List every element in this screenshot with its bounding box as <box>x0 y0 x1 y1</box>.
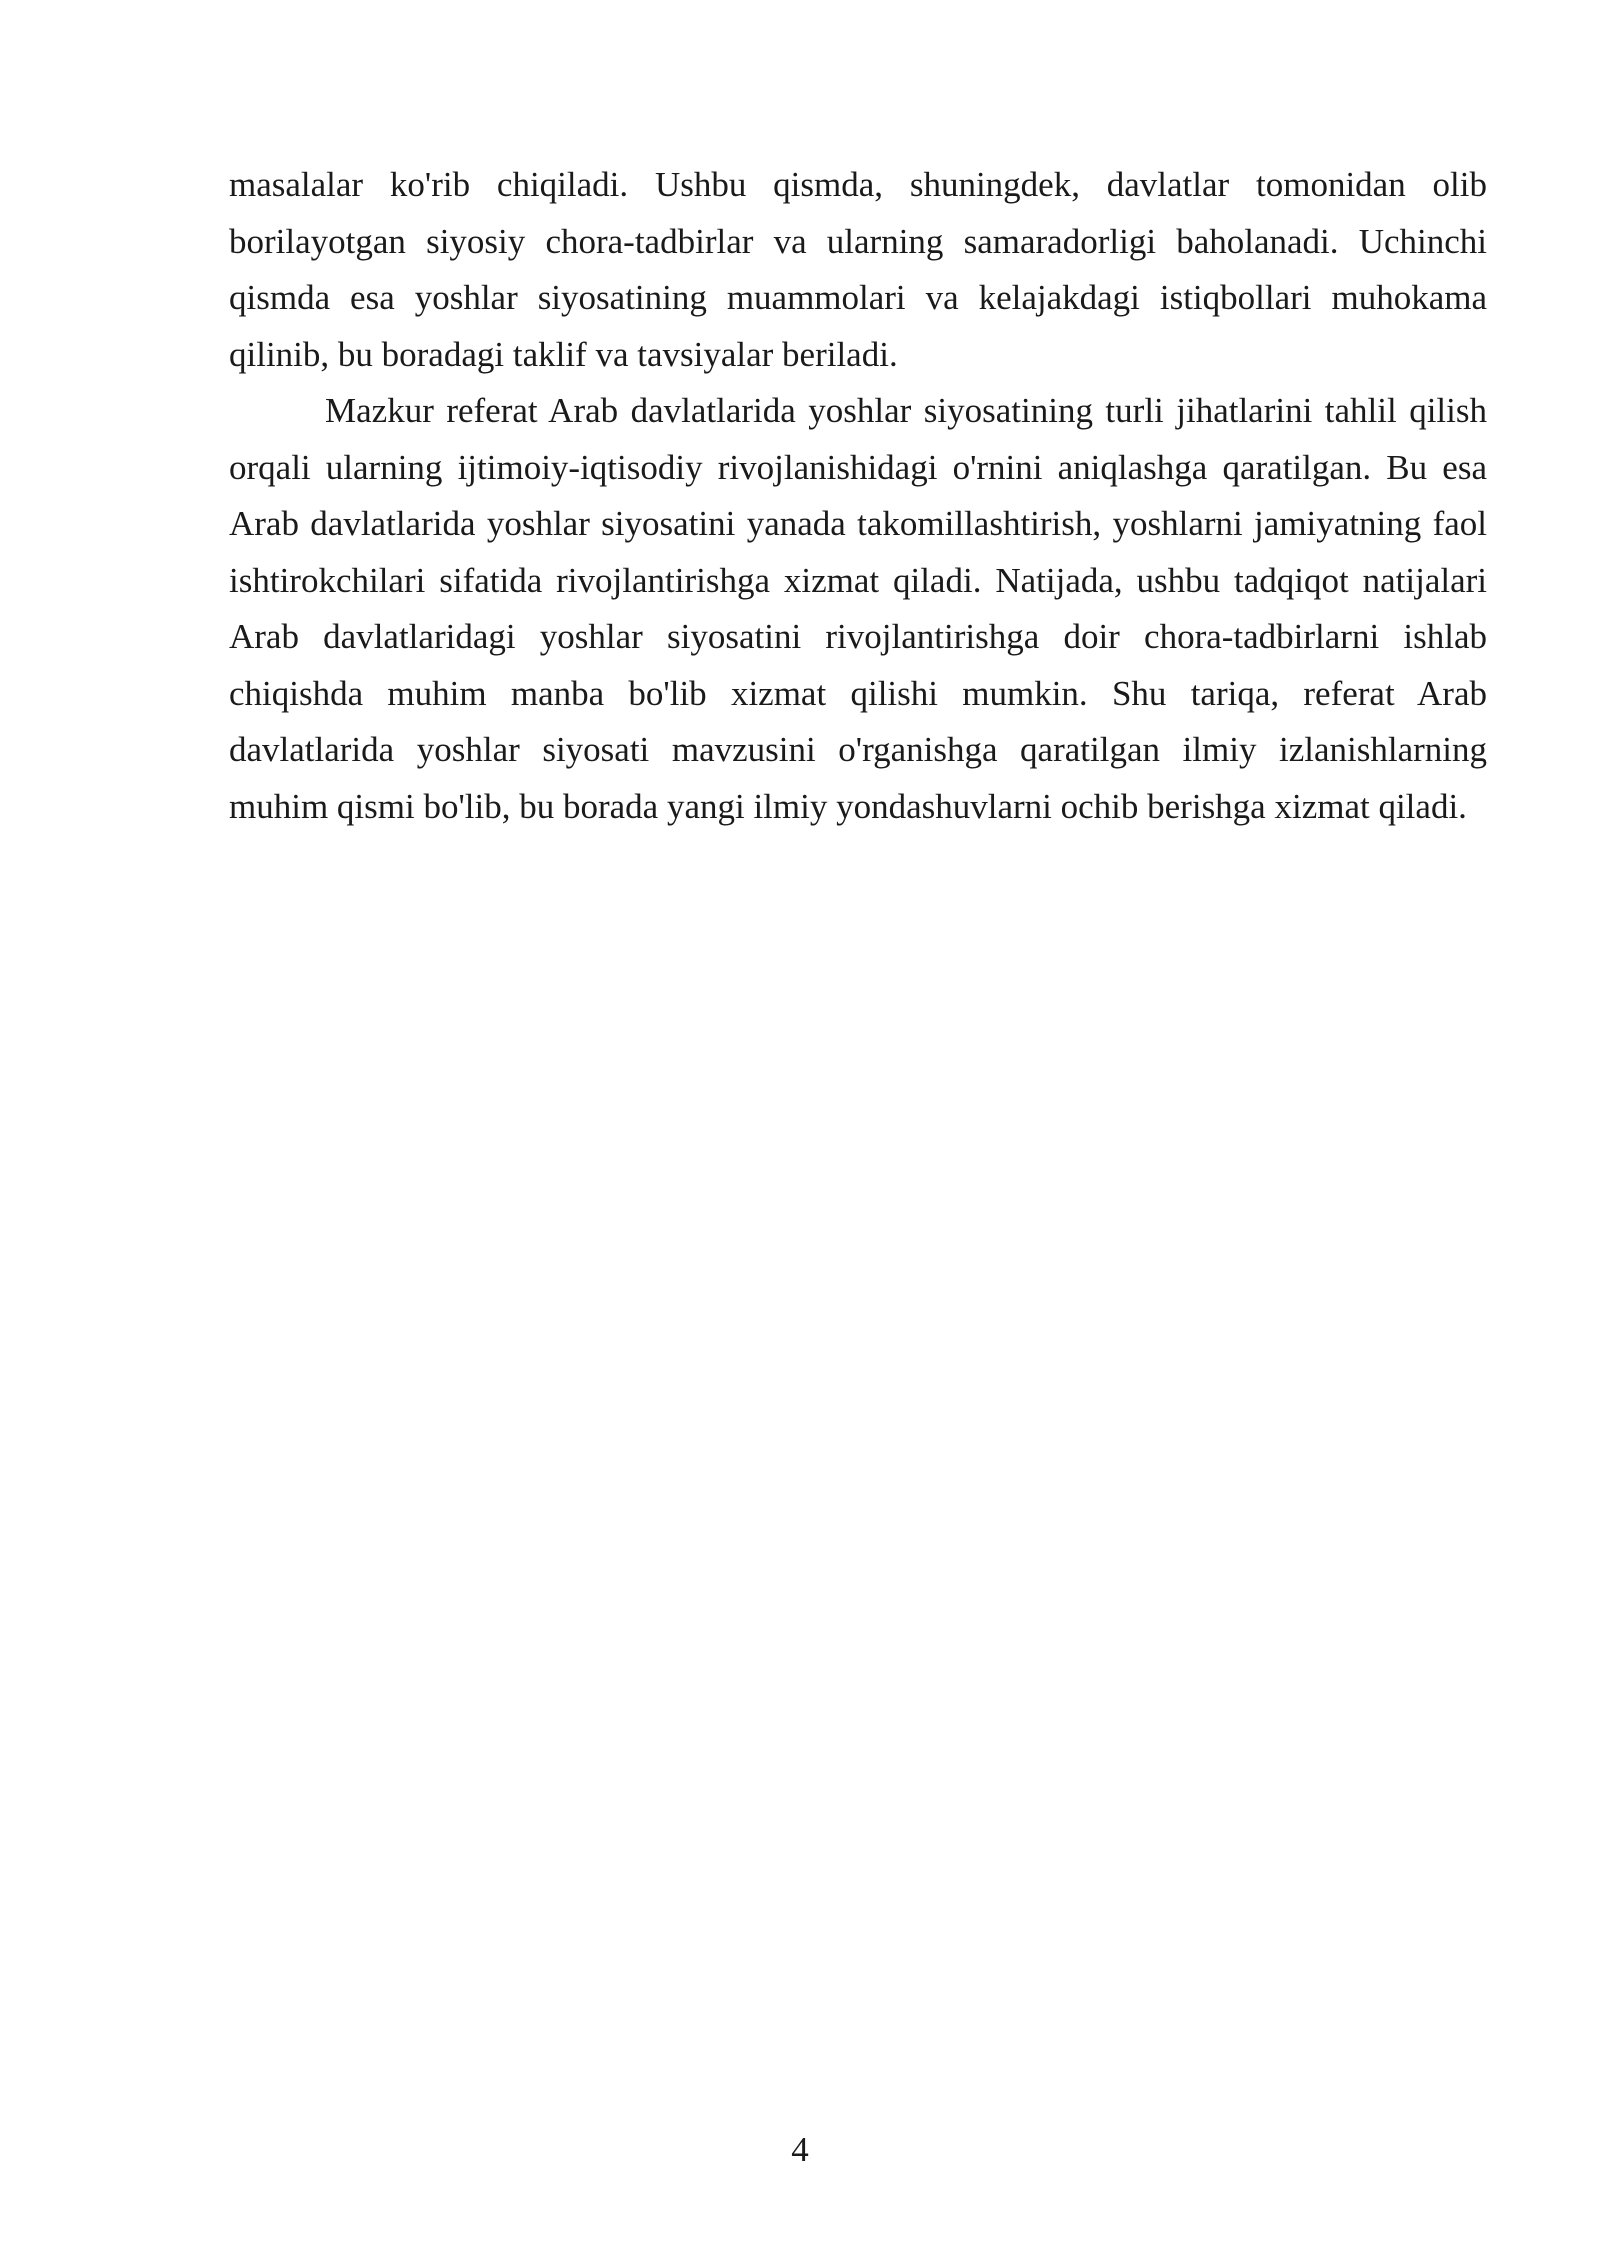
paragraph-mazkur-referat: Mazkur referat Arab davlatlarida yoshlar siyosatining turli jihatlarini tahlil qilish orqali ularning ijtimoiy-iqtisodiy rivojlanishidagi o'rnini aniqlashga qaratilgan. Bu esa Arab davlatlarida yoshlar siyosatini yanada takomillashtirish, yoshlarni jamiyatning faol ishtirokchilari sifatida rivojlantirishga xizmat qiladi. Natijada, ushbu tadqiqot natijalari Arab davlatlaridagi yoshlar siyosatini rivojlantirishga doir chora-tadbirlarni ishlab chiqishda muhim manba bo'lib xizmat qilishi mumkin. Shu tariqa, referat Arab davlatlarida yoshlar siyosati mavzusini o'rganishga qaratilgan ilmiy izlanishlarning muhim qismi bo'lib, bu borada yangi ilmiy yondashuvlarni ochib berishga xizmat qiladi. <box>229 391 1487 826</box>
paragraph-continuation: masalalar ko'rib chiqiladi. Ushbu qismda, shuningdek, davlatlar tomonidan olib borilayotgan siyosiy chora-tadbirlar va ularning samaradorligi baholanadi. Uchinchi qismda esa yoshlar siyosatining muammolari va kelajakdagi istiqbollari muhokama qilinib, bu boradagi taklif va tavsiyalar beriladi. <box>229 165 1487 374</box>
page-number: 4 <box>791 2130 809 2169</box>
body-text <box>229 157 1487 835</box>
